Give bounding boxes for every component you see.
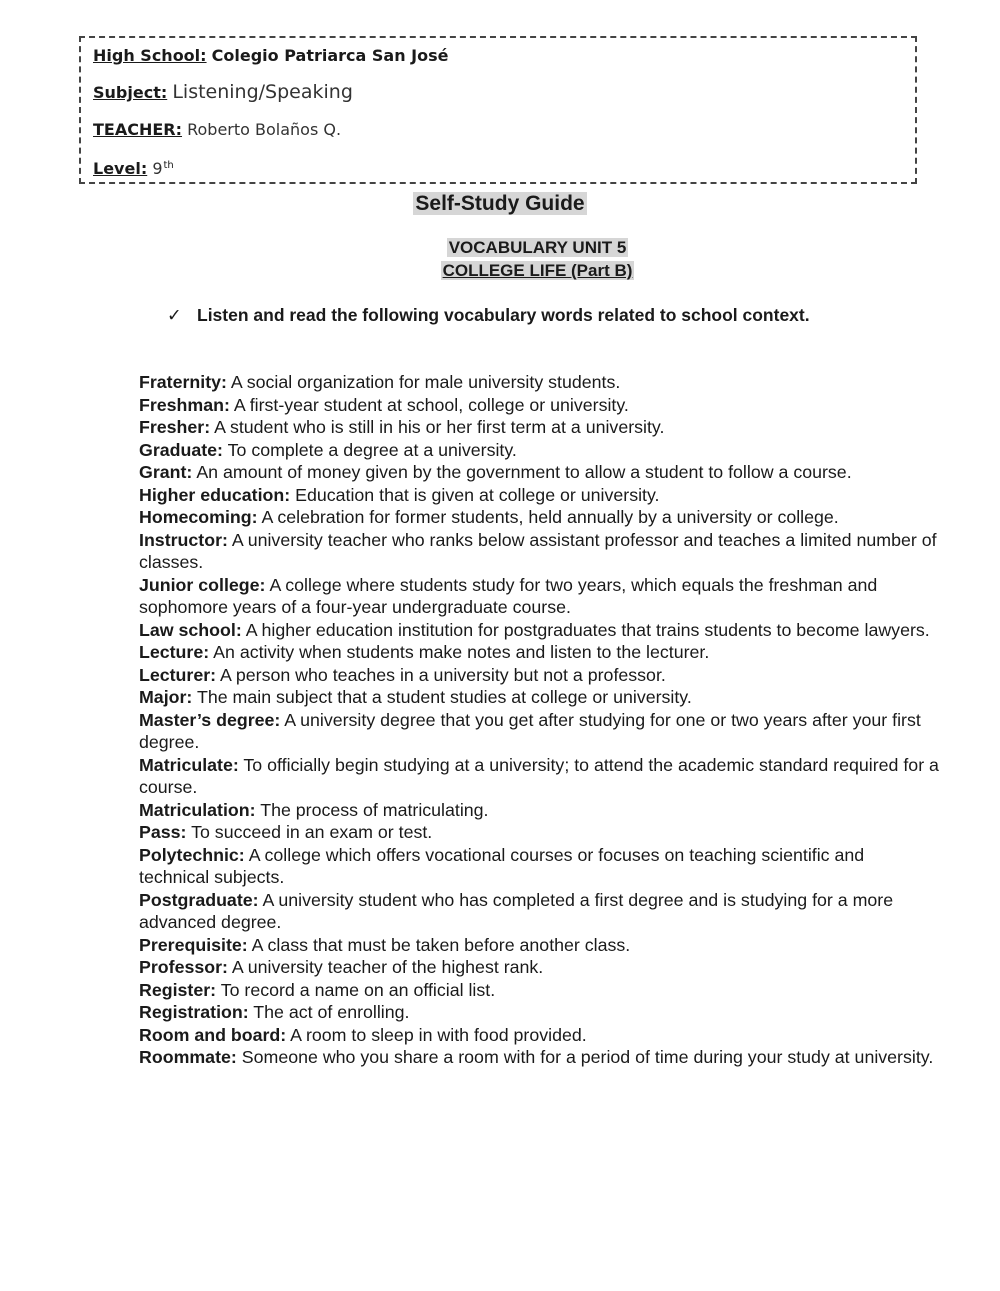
- vocabulary-item: [139, 619, 939, 642]
- teacher-row: [93, 120, 341, 140]
- vocabulary-item: [139, 484, 939, 507]
- vocabulary-definition: To officially begin studying at a university; to attend the academic standard required for a course.: [139, 754, 939, 797]
- vocabulary-item: [139, 371, 939, 394]
- vocabulary-item: [139, 979, 939, 1002]
- vocabulary-term: Master’s degree:: [139, 709, 281, 730]
- vocabulary-definition: Education that is given at college or university.: [295, 484, 660, 505]
- subject-value: Listening/Speaking: [172, 81, 353, 103]
- vocabulary-definition: A higher education institution for postgraduates that trains students to become lawyers.: [245, 619, 930, 640]
- subject-row: [93, 82, 353, 103]
- vocabulary-item: [139, 889, 939, 934]
- vocabulary-list: [139, 371, 939, 1069]
- vocabulary-term: Polytechnic:: [139, 844, 245, 865]
- vocabulary-item: [139, 394, 939, 417]
- vocabulary-definition: To succeed in an exam or test.: [191, 822, 433, 842]
- vocabulary-term: Roommate:: [139, 1047, 237, 1067]
- school-row: [93, 46, 448, 66]
- vocabulary-item: [139, 506, 939, 529]
- vocabulary-term: Lecture:: [139, 642, 210, 662]
- vocabulary-definition: Someone who you share a room with for a period of time during your study at university.: [241, 1047, 934, 1067]
- vocabulary-item: [139, 574, 939, 619]
- school-label: High School:: [93, 46, 207, 65]
- vocabulary-term: Major:: [139, 687, 193, 707]
- vocabulary-definition: The act of enrolling.: [253, 1002, 410, 1022]
- vocabulary-term: Junior college:: [139, 574, 266, 595]
- vocabulary-item: [139, 1046, 939, 1069]
- level-suffix: th: [163, 160, 174, 171]
- vocabulary-term: Homecoming:: [139, 507, 258, 527]
- vocabulary-definition: A university degree that you get after studying for one or two years after your first degree.: [139, 709, 921, 752]
- vocabulary-item: [139, 956, 939, 979]
- vocabulary-definition: A first-year student at school, college or university.: [233, 394, 629, 415]
- instruction-text: Listen and read the following vocabulary words related to school context.: [197, 305, 810, 325]
- vocabulary-definition: A university teacher of the highest rank.: [231, 957, 544, 977]
- level-value: 9: [152, 159, 163, 178]
- level-label: Level:: [93, 159, 148, 178]
- level-row: [93, 156, 174, 179]
- vocabulary-item: [139, 641, 939, 664]
- topic-heading-text: COLLEGE LIFE (Part B): [442, 261, 633, 280]
- topic-heading: [0, 261, 1000, 281]
- vocabulary-item: [139, 934, 939, 957]
- page-title-text: Self-Study Guide: [415, 192, 585, 215]
- vocabulary-definition: A room to sleep in with food provided.: [290, 1024, 587, 1045]
- vocabulary-definition: An amount of money given by the government to allow a student to follow a course.: [196, 462, 852, 482]
- vocabulary-item: [139, 664, 939, 687]
- school-value: Colegio Patriarca San José: [211, 46, 449, 65]
- vocabulary-term: Lecturer:: [139, 664, 217, 685]
- vocabulary-term: Room and board:: [139, 1024, 287, 1045]
- vocabulary-term: Postgraduate:: [139, 889, 259, 910]
- vocabulary-definition: A celebration for former students, held annually by a university or college.: [261, 507, 839, 527]
- vocabulary-item: [139, 844, 939, 889]
- vocabulary-definition: The main subject that a student studies at college or university.: [196, 687, 692, 707]
- vocabulary-term: Fresher:: [139, 417, 211, 437]
- vocabulary-item: [139, 799, 939, 822]
- teacher-label: TEACHER:: [93, 120, 183, 139]
- vocabulary-item: [139, 461, 939, 484]
- vocabulary-term: Higher education:: [139, 484, 291, 505]
- vocabulary-item: [139, 754, 939, 799]
- vocabulary-term: Graduate:: [139, 439, 223, 460]
- vocabulary-term: Instructor:: [139, 529, 228, 550]
- vocabulary-definition: To complete a degree at a university.: [227, 439, 517, 460]
- vocabulary-definition: The process of matriculating.: [260, 799, 489, 820]
- vocabulary-item: [139, 529, 939, 574]
- vocabulary-term: Prerequisite:: [139, 934, 248, 955]
- vocabulary-term: Matriculate:: [139, 754, 239, 775]
- vocabulary-definition: To record a name on an official list.: [220, 979, 496, 1000]
- vocabulary-item: [139, 686, 939, 709]
- vocabulary-definition: A university teacher who ranks below assistant professor and teaches a limited number of classes.: [139, 529, 937, 572]
- vocabulary-term: Fraternity:: [139, 372, 227, 392]
- vocabulary-definition: A student who is still in his or her first term at a university.: [214, 417, 665, 437]
- teacher-value: Roberto Bolaños Q.: [187, 120, 342, 139]
- vocabulary-term: Pass:: [139, 822, 187, 842]
- vocabulary-definition: A college which offers vocational courses or focuses on teaching scientific and technical subjects.: [139, 844, 865, 887]
- subject-label: Subject:: [93, 83, 168, 102]
- vocabulary-item: [139, 439, 939, 462]
- vocabulary-item: [139, 416, 939, 439]
- vocabulary-term: Law school:: [139, 619, 242, 640]
- vocabulary-definition: A college where students study for two years, which equals the freshman and sophomore years of a four-year undergraduate course.: [139, 574, 878, 617]
- vocabulary-term: Registration:: [139, 1002, 249, 1022]
- vocabulary-item: [139, 821, 939, 844]
- vocabulary-item: [139, 709, 939, 754]
- vocabulary-definition: A university student who has completed a first degree and is studying for a more advanced degree.: [139, 889, 894, 932]
- page-title: [0, 192, 1000, 216]
- unit-heading-text: VOCABULARY UNIT 5: [448, 238, 627, 257]
- vocabulary-term: Register:: [139, 979, 217, 1000]
- vocabulary-definition: An activity when students make notes and listen to the lecturer.: [213, 642, 710, 662]
- check-icon: ✓: [167, 305, 182, 325]
- vocabulary-definition: A social organization for male university students.: [230, 372, 621, 392]
- vocabulary-definition: A person who teaches in a university but not a professor.: [220, 664, 666, 685]
- instruction-line: [167, 305, 810, 326]
- vocabulary-term: Matriculation:: [139, 799, 256, 820]
- header-info-box: [79, 36, 917, 184]
- vocabulary-term: Grant:: [139, 462, 193, 482]
- vocabulary-item: [139, 1001, 939, 1024]
- unit-heading: [0, 238, 1000, 258]
- vocabulary-item: [139, 1024, 939, 1047]
- vocabulary-term: Freshman:: [139, 394, 230, 415]
- vocabulary-definition: A class that must be taken before another class.: [251, 934, 631, 955]
- vocabulary-term: Professor:: [139, 957, 228, 977]
